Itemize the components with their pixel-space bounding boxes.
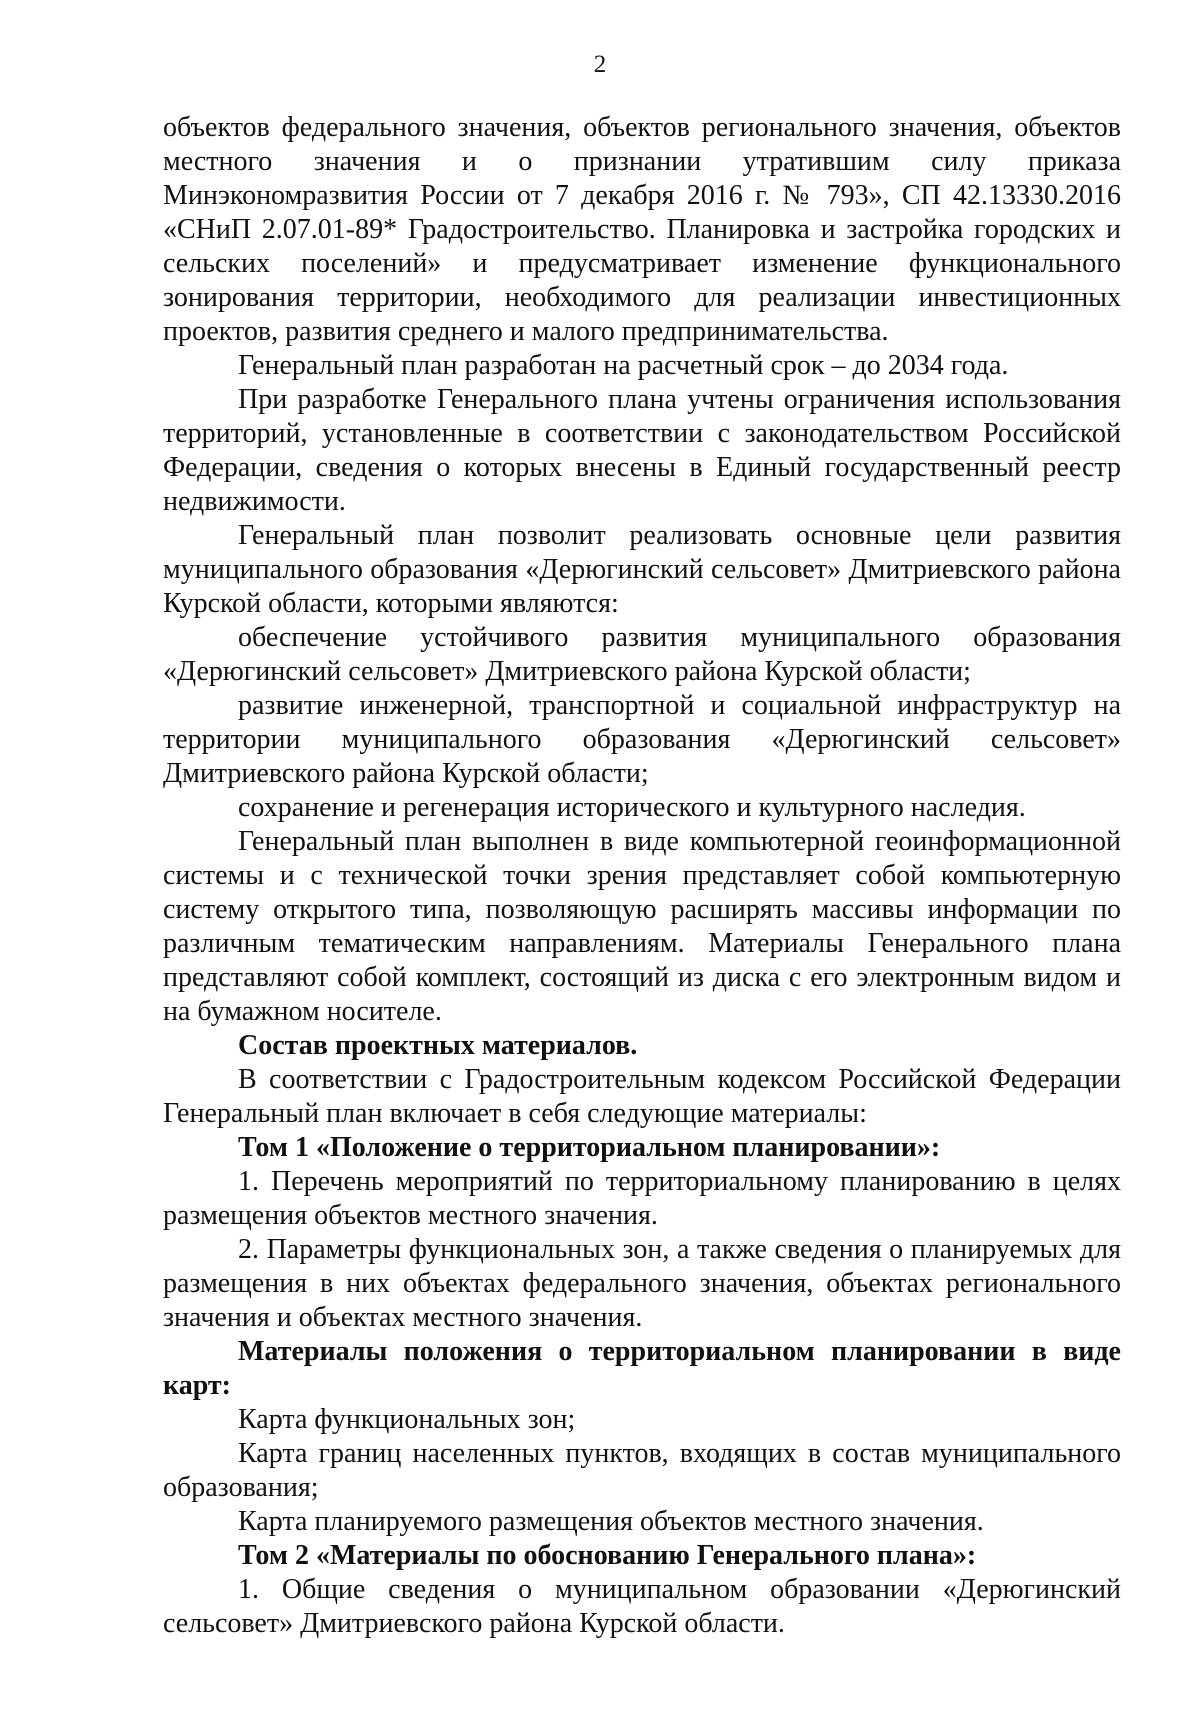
list-item-goal-heritage: сохранение и регенерация исторического и культурного наследия. <box>238 792 1026 823</box>
section-heading-project-materials: Состав проектных материалов. <box>238 1030 638 1061</box>
document-body <box>163 111 1121 1641</box>
list-item-map-local-objects: Карта планируемого размещения объектов местного значения. <box>238 1506 984 1537</box>
list-item-map-functional-zones: Карта функциональных зон; <box>238 1404 576 1435</box>
paragraph-planning-period: Генеральный план разработан на расчетный срок – до 2034 года. <box>238 350 1009 381</box>
section-heading-volume-2: Том 2 «Материалы по обоснованию Генерального плана»: <box>238 1540 977 1571</box>
list-item-volume-1-zone-parameters: 2. Параметры функциональных зон, а также сведения о планируемых для размещения в них объектах федерального значения, объектах регионального значения и объектах местного значения. <box>163 1234 1121 1333</box>
section-heading-map-materials: Материалы положения о территориальном планировании в виде карт: <box>163 1336 1121 1401</box>
list-item-volume-1-activities: 1. Перечень мероприятий по территориальному планированию в целях размещения объектов местного значения. <box>163 1166 1121 1231</box>
paragraph-intro-continuation: объектов федерального значения, объектов регионального значения, объектов местного значения и о признании утратившим силу приказа Минэкономразвития России от 7 декабря 2016 г. № 793», СП 42.13330.2016 «СНиП 2.07.01-89* Градостроительство. Планировка и застройка городских и сельских поселений» и предусматривает изменение функционального зонирования территории, необходимого для реализации инвестиционных проектов, развития среднего и малого предпринимательства. <box>163 112 1121 347</box>
paragraph-restrictions: При разработке Генерального плана учтены ограничения использования территорий, установленные в соответствии с законодательством Российской Федерации, сведения о которых внесены в Единый государственный реестр недвижимости. <box>163 384 1121 517</box>
paragraph-materials-intro: В соответствии с Градостроительным кодексом Российской Федерации Генеральный план включает в себя следующие материалы: <box>163 1064 1121 1129</box>
paragraph-gis-system: Генеральный план выполнен в виде компьютерной геоинформационной системы и с технической точки зрения представляет собой компьютерную систему открытого типа, позволяющую расширять массивы информации по различным тематическим направлениям. Материалы Генерального плана представляют собой комплект, состоящий из диска с его электронным видом и на бумажном носителе. <box>163 826 1121 1027</box>
list-item-volume-2-general-info: 1. Общие сведения о муниципальном образовании «Дерюгинский сельсовет» Дмитриевского района Курской области. <box>163 1574 1121 1639</box>
paragraph-development-goals: Генеральный план позволит реализовать основные цели развития муниципального образования «Дерюгинский сельсовет» Дмитриевского района Курской области, которыми являются: <box>163 520 1121 619</box>
list-item-map-settlement-borders: Карта границ населенных пунктов, входящих в состав муниципального образования; <box>163 1438 1121 1503</box>
list-item-goal-sustainable-development: обеспечение устойчивого развития муниципального образования «Дерюгинский сельсовет» Дмитриевского района Курской области; <box>163 622 1121 687</box>
page-number: 2 <box>593 51 607 78</box>
list-item-goal-infrastructure: развитие инженерной, транспортной и социальной инфраструктур на территории муниципального образования «Дерюгинский сельсовет» Дмитриевского района Курской области; <box>163 690 1121 789</box>
section-heading-volume-1: Том 1 «Положение о территориальном планировании»: <box>238 1132 941 1163</box>
